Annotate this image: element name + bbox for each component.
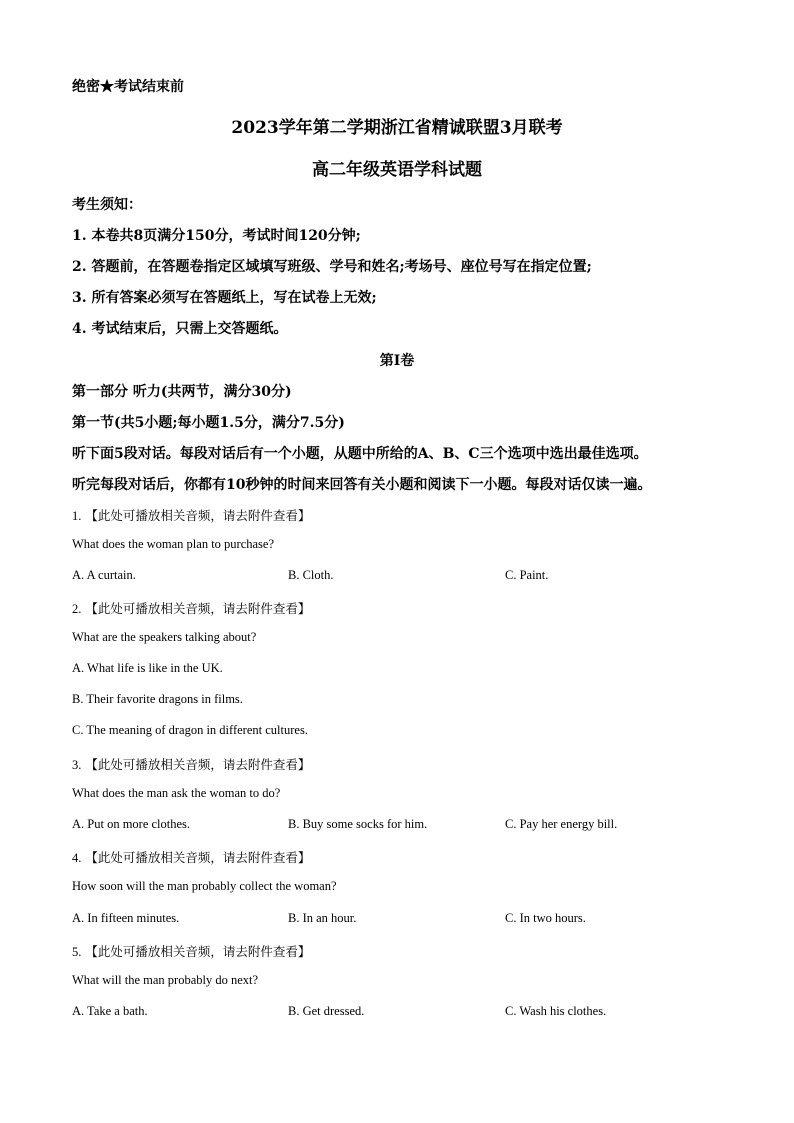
option-b: B. Their favorite dragons in films. [72, 692, 243, 706]
question-number: 4. [72, 851, 82, 865]
audio-note[interactable]: 【此处可播放相关音频，请去附件查看】 [85, 944, 311, 959]
notice-heading: 考生须知： [72, 197, 142, 213]
exam-subtitle: 高二年级英语学科试题 [312, 160, 482, 180]
question-header [72, 755, 310, 773]
question-header [72, 848, 310, 866]
option-a: A. Take a bath. [72, 1004, 148, 1018]
question-number: 2. [72, 602, 82, 616]
question-header [72, 942, 310, 960]
audio-note[interactable]: 【此处可播放相关音频，请去附件查看】 [85, 757, 311, 772]
confidential-label: 绝密★考试结束前 [72, 79, 184, 95]
option-a: A. Put on more clothes. [72, 817, 191, 831]
notice-item: 1. 本卷共8页满分150分，考试时间120分钟; [72, 228, 361, 244]
option-b: B. Get dressed. [288, 1004, 365, 1018]
option-a: A. What life is like in the UK. [72, 661, 223, 675]
option-a: A. A curtain. [72, 568, 136, 582]
question-number: 5. [72, 945, 82, 959]
instruction-line: 听下面5段对话。每段对话后有一个小题，从题中所给的A、B、C三个选项中选出最佳选项。 [72, 446, 648, 462]
option-c: C. Pay her energy bill. [505, 817, 618, 831]
audio-note[interactable]: 【此处可播放相关音频，请去附件查看】 [85, 601, 311, 616]
question-text: What does the woman plan to purchase? [72, 537, 275, 551]
question-number: 3. [72, 758, 82, 772]
notice-item: 4. 考试结束后，只需上交答题纸。 [72, 321, 288, 337]
question-text: What will the man probably do next? [72, 973, 259, 987]
option-b: B. In an hour. [288, 911, 357, 925]
question-text: What does the man ask the woman to do? [72, 786, 281, 800]
volume-label: 第I卷 [379, 353, 415, 369]
notice-item: 2. 答题前，在答题卷指定区域填写班级、学号和姓名;考场号、座位号写在指定位置; [72, 259, 592, 275]
audio-note[interactable]: 【此处可播放相关音频，请去附件查看】 [85, 850, 311, 865]
option-c: C. Wash his clothes. [505, 1004, 607, 1018]
option-a: A. In fifteen minutes. [72, 911, 180, 925]
question-header [72, 599, 310, 617]
question-text: What are the speakers talking about? [72, 630, 257, 644]
option-c: C. Paint. [505, 568, 549, 582]
part1-heading: 第一部分 听力(共两节，满分30分) [72, 384, 292, 400]
option-b: B. Cloth. [288, 568, 334, 582]
exam-title: 2023学年第二学期浙江省精诚联盟3月联考 [231, 118, 563, 138]
instruction-line: 听完每段对话后，你都有10秒钟的时间来回答有关小题和阅读下一小题。每段对话仅读一遍。 [72, 477, 652, 493]
question-number: 1. [72, 509, 82, 523]
audio-note[interactable]: 【此处可播放相关音频，请去附件查看】 [85, 508, 311, 523]
option-c: C. In two hours. [505, 911, 586, 925]
option-c: C. The meaning of dragon in different cultures. [72, 723, 308, 737]
option-b: B. Buy some socks for him. [288, 817, 428, 831]
question-text: How soon will the man probably collect the woman? [72, 879, 337, 893]
question-header [72, 506, 310, 524]
section1-heading: 第一节(共5小题;每小题1.5分，满分7.5分) [72, 415, 345, 431]
notice-item: 3. 所有答案必须写在答题纸上，写在试卷上无效; [72, 290, 377, 306]
